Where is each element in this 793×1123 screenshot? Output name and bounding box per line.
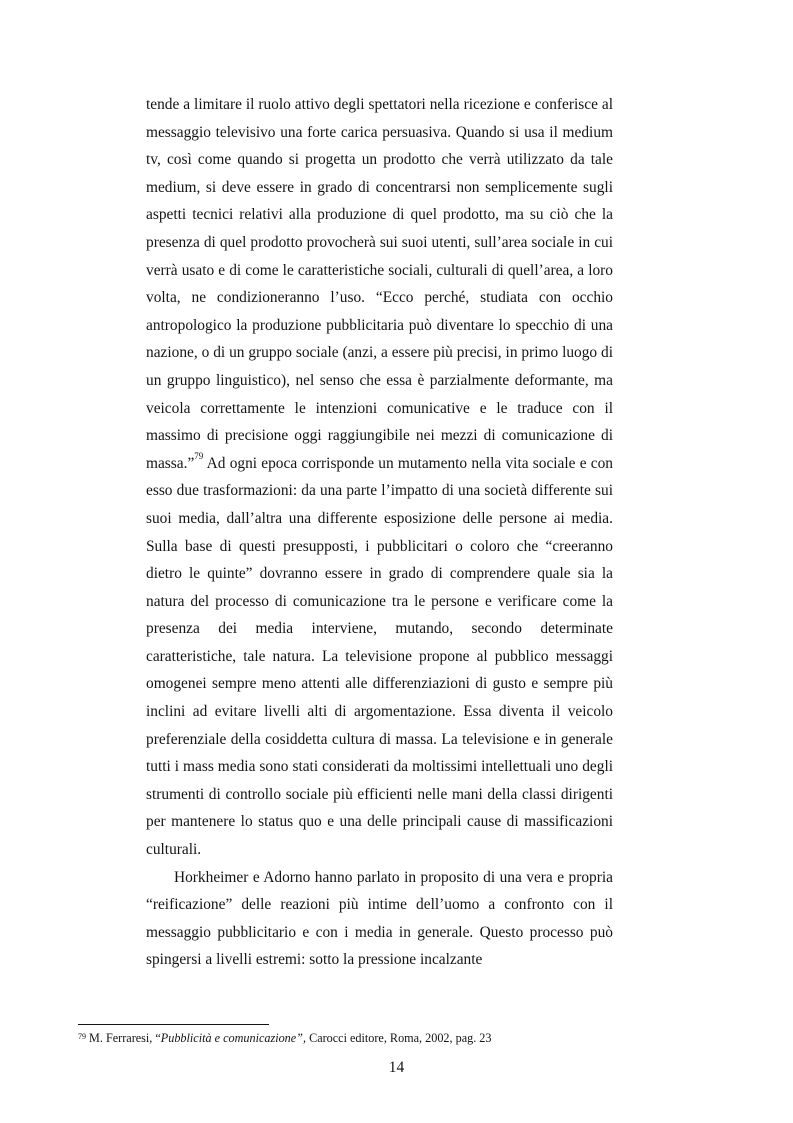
paragraph [146, 91, 613, 864]
footnote-reference[interactable]: 79 [194, 450, 204, 461]
footnote-author: M. Ferraresi, “ [86, 1031, 161, 1045]
paragraph-text: Horkheimer e Adorno hanno parlato in proposito di una vera e propria “reificazione” delle reazioni più intime dell’uomo a confronto con il messaggio pubblicitario e con i media in generale. Questo processo può spingersi a livelli estremi: sotto la pressione incalzante [146, 868, 613, 969]
footnote-details: Carocci editore, Roma, 2002, pag. 23 [306, 1031, 492, 1045]
footnote-number: 79 [78, 1032, 86, 1041]
paragraph [146, 864, 613, 974]
footnote [78, 1030, 678, 1046]
footnote-title: Pubblicità e comunicazione”, [160, 1031, 307, 1045]
paragraph-text: tende a limitare il ruolo attivo degli spettatori nella ricezione e conferisce al messaggio televisivo una forte carica persuasiva. Quando si usa il medium tv, così come quando si progetta un prodotto che verrà utilizzato da tale medium, si deve essere in grado di concentrarsi non semplicemente sugli aspetti tecnici relativi alla produzione di quel prodotto, ma su ciò che la presenza di quel prodotto provocherà sui suoi utenti, sull’area sociale in cui verrà usato e di come le caratteristiche sociali, culturali di quell’area, a loro volta, ne condizioneranno l’uso. “Ecco perché, studiata con occhio antropologico la produzione pubblicitaria può diventare lo specchio di una nazione, o di un gruppo sociale (anzi, a essere più precisi, in primo luogo di un gruppo linguistico), nel senso che essa è parzialmente deformante, ma veicola correttamente le intenzioni comunicative e le traduce con il massimo di precisione oggi raggiungibile nei mezzi di comunicazione di massa.” [146, 96, 613, 472]
main-text [146, 91, 613, 974]
page-number: 14 [388, 1059, 405, 1076]
paragraph-text-continued: Ad ogni epoca corrisponde un mutamento nella vita sociale e con esso due trasformazioni: da una parte l’impatto di una società differente sui suoi media, dall’altra una differente esposizione delle persone ai media. Sulla base di questi presupposti, i pubblicitari o coloro che “creeranno dietro le quinte” dovranno essere in grado di comprendere quale sia la natura del processo di comunicazione tra le persone e verificare come la presenza dei media interviene, mutando, secondo determinate caratteristiche, tale natura. La televisione propone al pubblico messaggi omogenei sempre meno attenti alle differenziazioni di gusto e sempre più inclini ad evitare livelli alti di argomentazione. Essa diventa il veicolo preferenziale della cosiddetta cultura di massa. La televisione e in generale tutti i mass media sono stati considerati da moltissimi intellettuali uno degli strumenti di controllo sociale più efficienti nelle mani della classi dirigenti per mantenere lo status quo e una delle principali cause di massificazioni culturali. [146, 454, 613, 859]
footnote-separator [78, 1024, 269, 1025]
